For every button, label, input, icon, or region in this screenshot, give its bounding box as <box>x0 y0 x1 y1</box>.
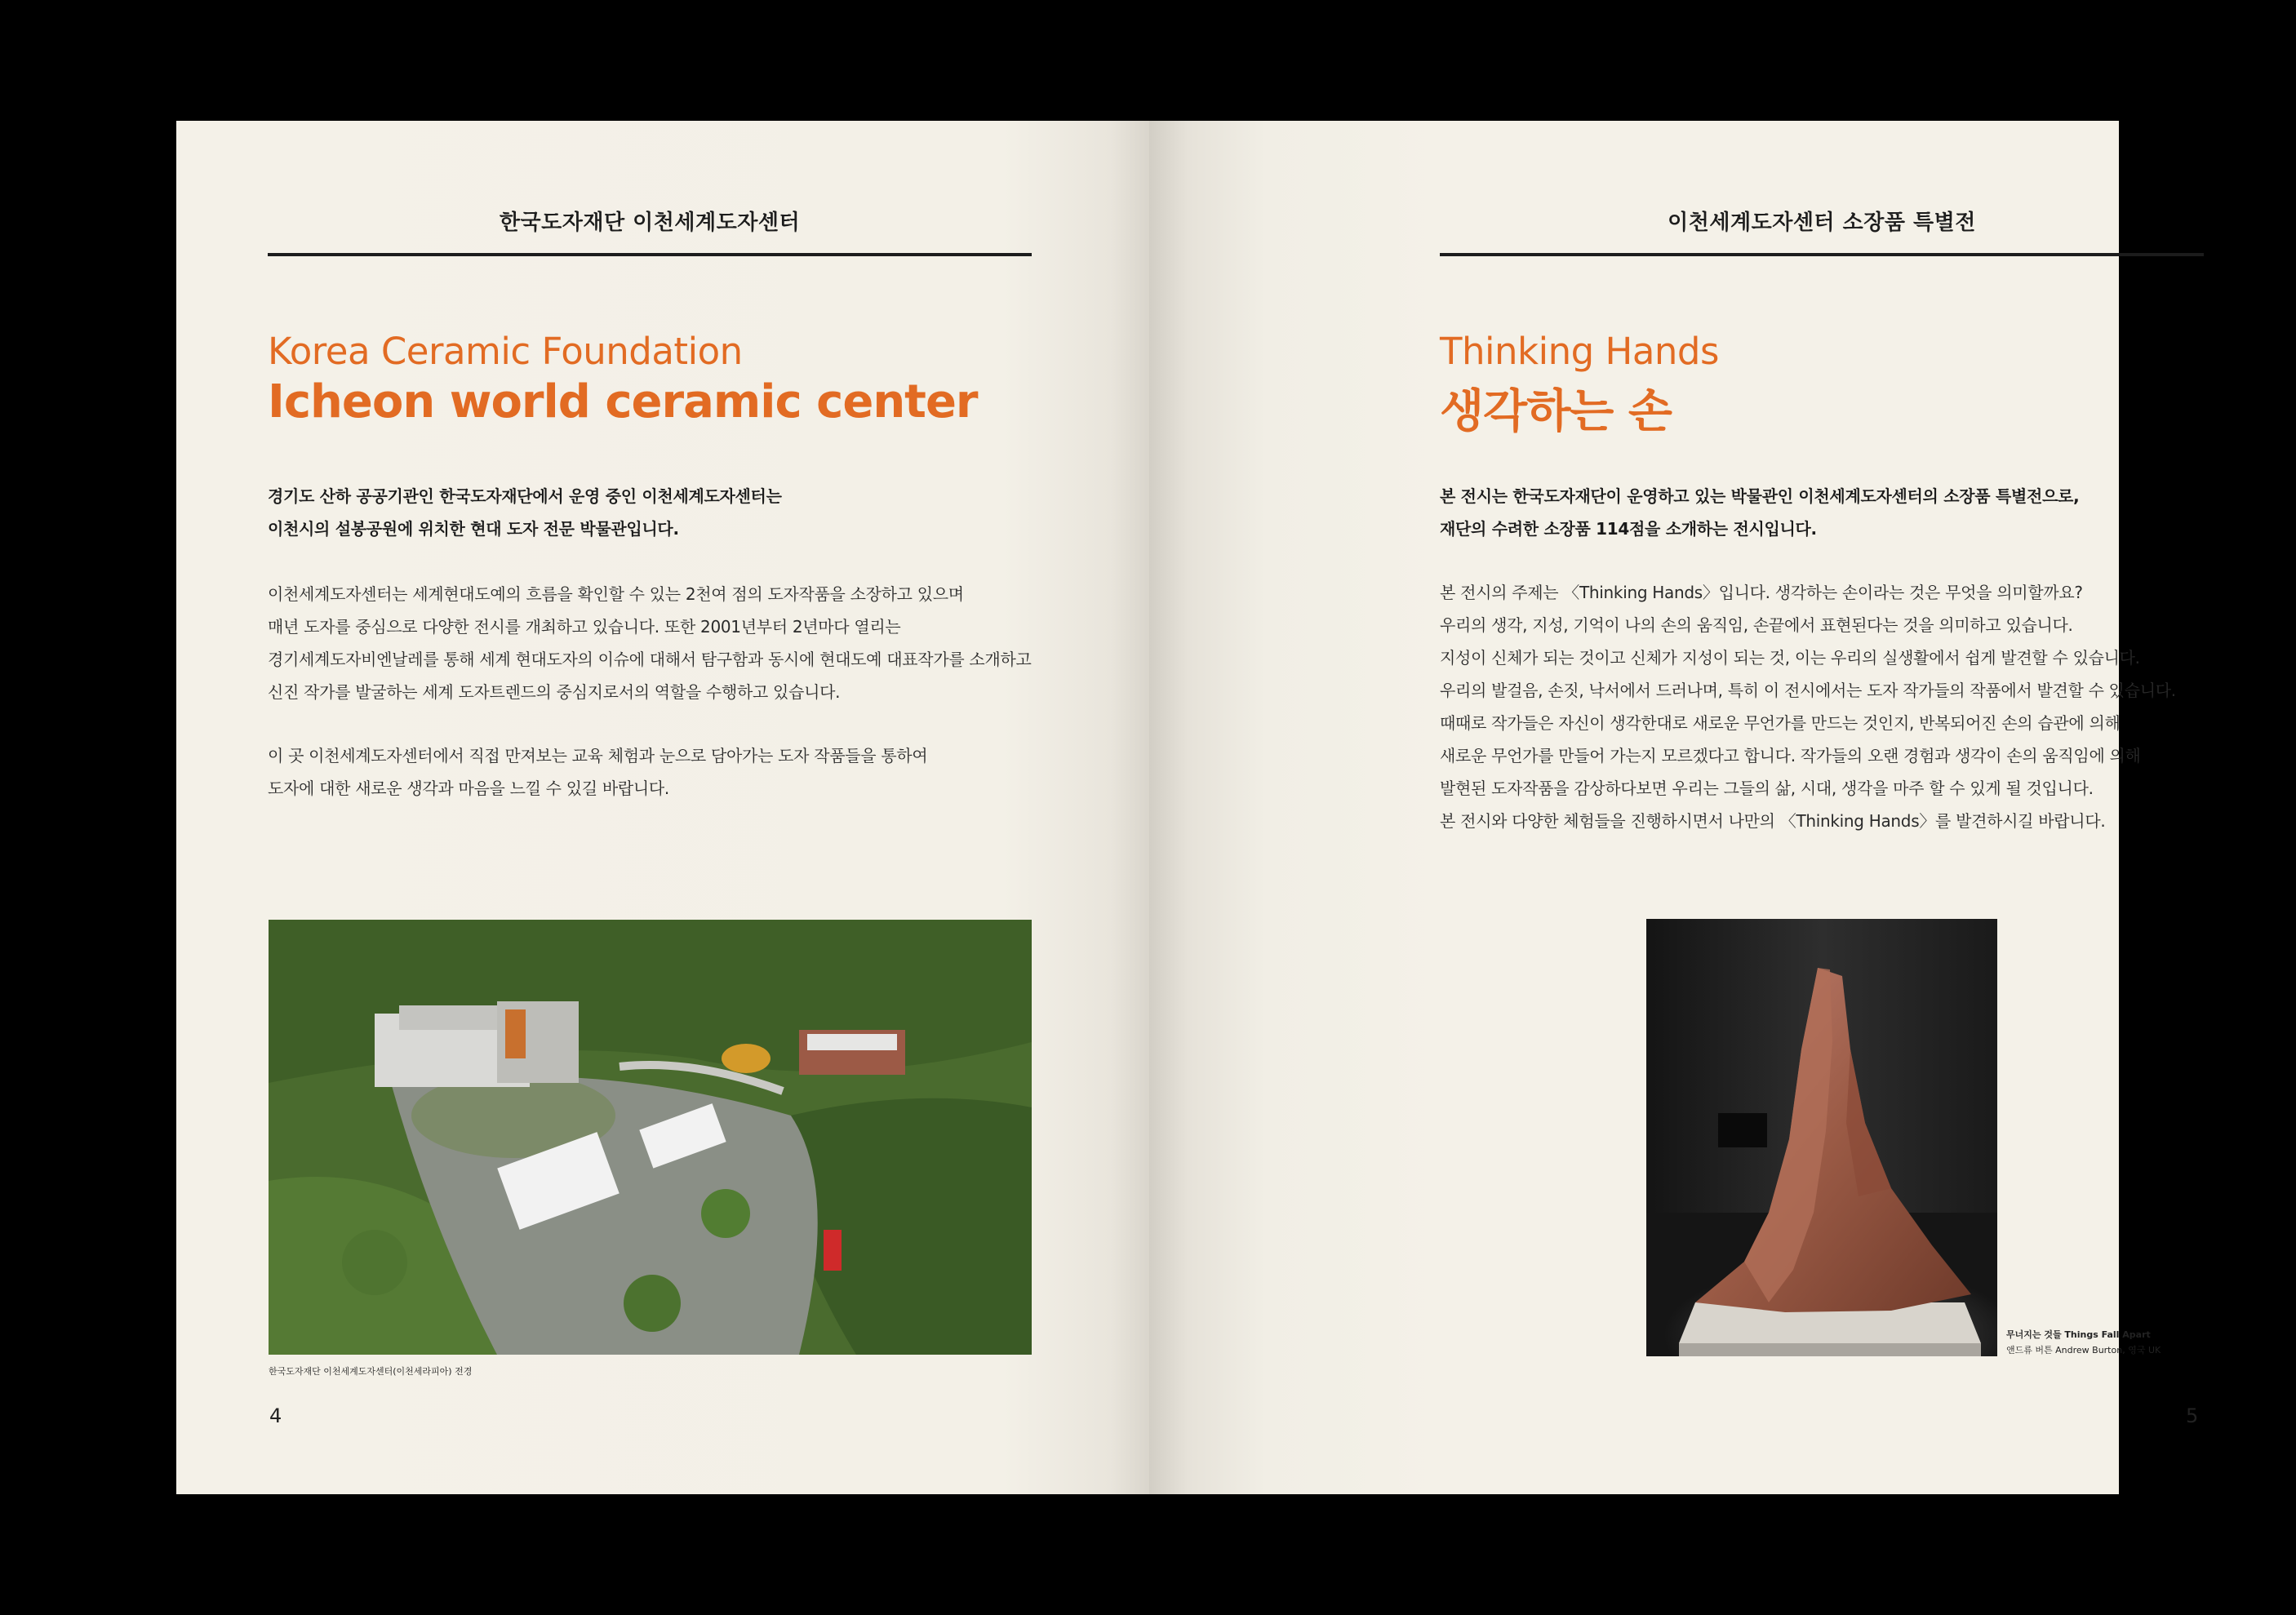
header-rule <box>1440 253 2204 256</box>
text-line: 우리의 발걸음, 손짓, 낙서에서 드러나며, 특히 이 전시에서는 도자 작가들의 작품에서 발견할 수 있습니다. <box>1440 681 2176 700</box>
left-page <box>176 121 1149 1494</box>
artwork-caption <box>2006 1328 2151 1341</box>
text-line: 이천시의 설봉공원에 위치한 현대 도자 전문 박물관입니다. <box>268 519 679 539</box>
photo-caption: 한국도자재단 이천세계도자센터(이천세라피아) 전경 <box>269 1366 473 1377</box>
body-paragraph <box>1440 576 2176 837</box>
text-line: 이천세계도자센터는 세계현대도예의 흐름을 확인할 수 있는 2천여 점의 도자작품을 소장하고 있으며 <box>268 584 964 604</box>
body-paragraph <box>268 578 1032 708</box>
text-line: 경기세계도자비엔날레를 통해 세계 현대도자의 이슈에 대해서 탐구함과 동시에 현대도예 대표작가를 소개하고 <box>268 650 1032 669</box>
artwork-artist: 앤드류 버튼 Andrew Burton, 영국 UK <box>2006 1345 2161 1355</box>
text-line: 도자에 대한 새로운 생각과 마음을 느낄 수 있길 바랍니다. <box>268 779 669 798</box>
running-head: 한국도자재단 이천세계도자센터 <box>499 211 801 235</box>
text-line: 매년 도자를 중심으로 다양한 전시를 개최하고 있습니다. 또한 2001년부터 2년마다 열리는 <box>268 617 901 637</box>
text-line: 발현된 도자작품을 감상하다보면 우리는 그들의 삶, 시대, 생각을 마주 할 수 있게 될 것입니다. <box>1440 779 2094 798</box>
closing-paragraph <box>268 739 927 805</box>
running-head: 이천세계도자센터 소장품 특별전 <box>1668 211 1976 235</box>
intro-paragraph <box>268 480 782 545</box>
title-en: Korea Ceramic Foundation <box>268 330 743 373</box>
right-page <box>1149 121 2199 1494</box>
page-number: 5 <box>2186 1404 2199 1427</box>
artwork-photo <box>1646 919 1997 1356</box>
text-line: 재단의 수려한 소장품 114점을 소개하는 전시입니다. <box>1440 519 1817 539</box>
aerial-photo <box>269 920 1032 1355</box>
text-line: 때때로 작가들은 자신이 생각한대로 새로운 무언가를 만드는 것인지, 반복되어진 손의 습관에 의해 <box>1440 713 2121 733</box>
text-line: 본 전시는 한국도자재단이 운영하고 있는 박물관인 이천세계도자센터의 소장품 특별전으로, <box>1440 486 2080 506</box>
title-en: Thinking Hands <box>1440 330 1719 373</box>
artwork-title: 무너지는 것들 Things Fall Apart <box>2006 1329 2151 1340</box>
text-line: 본 전시의 주제는 〈Thinking Hands〉입니다. 생각하는 손이라는 것은 무엇을 의미할까요? <box>1440 583 2083 602</box>
magazine-spread <box>176 121 2199 1494</box>
text-line: 본 전시와 다양한 체험들을 진행하시면서 나만의 〈Thinking Hands〉를 발견하시길 바랍니다. <box>1440 811 2106 831</box>
text-line: 이 곳 이천세계도자센터에서 직접 만져보는 교육 체험과 눈으로 담아가는 도자 작품들을 통하여 <box>268 746 928 765</box>
page-number: 4 <box>269 1404 282 1427</box>
text-line: 지성이 신체가 되는 것이고 신체가 지성이 되는 것, 이는 우리의 실생활에서 쉽게 발견할 수 있습니다. <box>1440 648 2140 668</box>
title-main: Icheon world ceramic center <box>268 375 978 428</box>
text-line: 우리의 생각, 지성, 기억이 나의 손의 움직임, 손끝에서 표현된다는 것을 의미하고 있습니다. <box>1440 615 2073 635</box>
intro-paragraph <box>1440 480 2079 545</box>
text-line: 새로운 무언가를 만들어 가는지 모르겠다고 합니다. 작가들의 오랜 경험과 생각이 손의 움직임에 의해 <box>1440 746 2141 765</box>
text-line: 신진 작가를 발굴하는 세계 도자트렌드의 중심지로서의 역할을 수행하고 있습니다. <box>268 682 841 702</box>
text-line: 경기도 산하 공공기관인 한국도자재단에서 운영 중인 이천세계도자센터는 <box>268 486 782 506</box>
title-main: 생각하는 손 <box>1440 385 1672 438</box>
header-rule <box>268 253 1032 256</box>
